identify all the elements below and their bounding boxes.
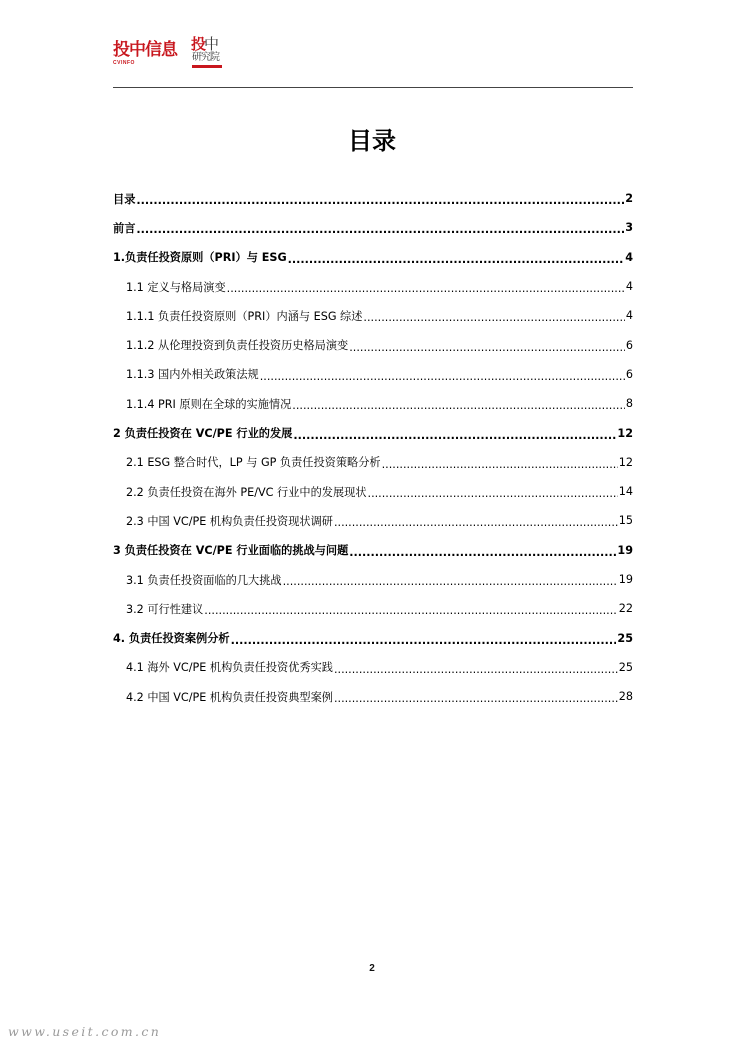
toc-entry-page: 2 xyxy=(625,192,633,206)
toc-entry-page: 14 xyxy=(618,485,633,499)
toc-entry-page: 15 xyxy=(618,514,633,528)
cvinfo-logo-text: 投中信息 xyxy=(113,40,177,60)
toc-entry[interactable] xyxy=(113,184,633,213)
toc-entry[interactable] xyxy=(113,682,633,711)
toc-entry-label: 2 负责任投资在 VC/PE 行业的发展 xyxy=(113,427,293,441)
toc-entry-label: 1.1 定义与格局演变 xyxy=(126,280,226,294)
toc-leader-dots xyxy=(363,311,624,324)
header-divider xyxy=(113,87,633,88)
toc-leader-dots xyxy=(136,194,624,207)
page-number: 2 xyxy=(369,963,375,974)
toc-leader-dots xyxy=(136,223,624,236)
toc-entry-page: 4 xyxy=(625,280,633,294)
toc-entry-page: 22 xyxy=(618,602,633,616)
toc-entry-page: 4 xyxy=(625,309,633,323)
toc-entry-label: 1.1.3 国内外相关政策法规 xyxy=(126,368,259,382)
toc-entry[interactable] xyxy=(113,506,633,535)
toc-entry[interactable] xyxy=(113,448,633,477)
toc-leader-dots xyxy=(334,516,618,529)
toc-leader-dots xyxy=(231,634,617,647)
toc-entry[interactable] xyxy=(113,213,633,242)
toc-entry-label: 目录 xyxy=(113,192,136,206)
toc-leader-dots xyxy=(334,663,618,676)
toc-entry[interactable] xyxy=(113,243,633,272)
toc-leader-dots xyxy=(292,399,625,412)
toc-entry-label: 2.3 中国 VC/PE 机构负责任投资现状调研 xyxy=(126,514,333,528)
toc-entry-label: 1.1.1 负责任投资原则（PRI）内涵与 ESG 综述 xyxy=(126,309,363,323)
toc-leader-dots xyxy=(204,604,617,617)
toc-entry-page: 6 xyxy=(625,367,633,381)
toc-entry[interactable] xyxy=(113,536,633,565)
toc-leader-dots xyxy=(368,487,618,500)
toc-entry-label: 2.1 ESG 整合时代，LP 与 GP 负责任投资策略分析 xyxy=(126,456,381,470)
toc-entry[interactable] xyxy=(113,389,633,418)
toc-entry[interactable] xyxy=(113,360,633,389)
toc-leader-dots xyxy=(349,546,616,559)
toc-entry[interactable] xyxy=(113,477,633,506)
toc-leader-dots xyxy=(227,282,625,295)
cvinfo-logo xyxy=(113,40,183,68)
toc-entry-label: 4. 负责任投资案例分析 xyxy=(113,632,230,646)
toc-entry-page: 6 xyxy=(625,338,633,352)
toc-entry-page: 28 xyxy=(618,690,633,704)
toc-leader-dots xyxy=(293,429,616,442)
toc-entry[interactable] xyxy=(113,301,633,330)
toc-entry-label: 1.负责任投资原则（PRI）与 ESG xyxy=(113,251,287,265)
toc-leader-dots xyxy=(260,370,625,383)
toc-leader-dots xyxy=(283,575,618,588)
toc-entry-label: 1.1.4 PRI 原则在全球的实施情况 xyxy=(126,397,292,411)
toc-leader-dots xyxy=(382,458,618,471)
page-header xyxy=(113,36,633,88)
toc-entry[interactable] xyxy=(113,623,633,652)
research-logo-char-2: 中 xyxy=(204,35,220,53)
toc-entry[interactable] xyxy=(113,594,633,623)
toc-entry[interactable] xyxy=(113,330,633,359)
toc-entry-page: 12 xyxy=(618,455,633,469)
research-institute-logo xyxy=(191,36,225,70)
toc-entry-page: 19 xyxy=(618,573,633,586)
toc-entry-label: 3 负责任投资在 VC/PE 行业面临的挑战与问题 xyxy=(113,544,349,558)
toc-entry-label: 4.1 海外 VC/PE 机构负责任投资优秀实践 xyxy=(126,661,333,675)
research-logo-char-1: 投 xyxy=(191,35,207,53)
toc-entry-page: 25 xyxy=(618,660,633,674)
toc-entry-page: 8 xyxy=(625,397,633,411)
toc-leader-dots xyxy=(349,341,625,354)
toc-leader-dots xyxy=(288,253,625,266)
toc-leader-dots xyxy=(334,692,618,705)
toc-entry-page: 4 xyxy=(625,250,633,264)
toc-entry-label: 前言 xyxy=(113,221,136,235)
toc-entry-label: 1.1.2 从伦理投资到负责任投资历史格局演变 xyxy=(126,339,349,353)
toc-entry[interactable] xyxy=(113,272,633,301)
toc-entry[interactable] xyxy=(113,418,633,447)
research-logo-subtext: 研究院 xyxy=(192,52,219,63)
table-of-contents xyxy=(113,184,633,711)
toc-entry[interactable] xyxy=(113,565,633,594)
research-logo-underline xyxy=(192,65,222,68)
page-title: 目录 xyxy=(348,127,396,155)
toc-entry-page: 25 xyxy=(617,631,633,645)
watermark: www.useit.com.cn xyxy=(8,1024,162,1039)
toc-entry[interactable] xyxy=(113,653,633,682)
toc-entry-label: 2.2 负责任投资在海外 PE/VC 行业中的发展现状 xyxy=(126,485,367,499)
toc-entry-label: 4.2 中国 VC/PE 机构负责任投资典型案例 xyxy=(126,690,333,704)
cvinfo-logo-subtext: CVINFO xyxy=(113,60,135,66)
toc-entry-page: 19 xyxy=(617,543,633,557)
toc-entry-label: 3.1 负责任投资面临的几大挑战 xyxy=(126,573,282,587)
toc-entry-page: 12 xyxy=(617,426,633,440)
toc-entry-page: 3 xyxy=(625,221,633,235)
toc-entry-label: 3.2 可行性建议 xyxy=(126,602,204,616)
